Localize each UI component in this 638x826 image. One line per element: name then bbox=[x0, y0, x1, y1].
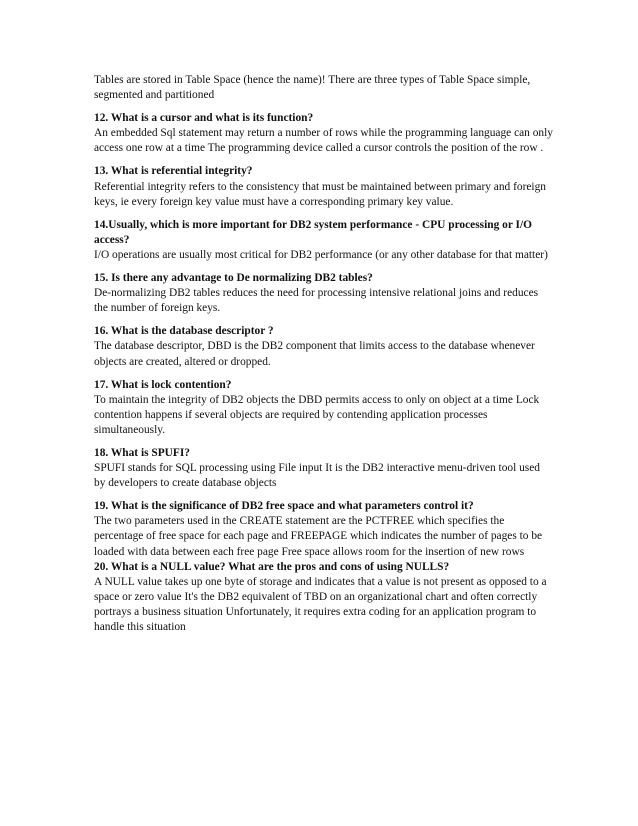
answer-text: The database descriptor, DBD is the DB2 component that limits access to the database whenever objects are created, altered or dropped. bbox=[94, 340, 535, 368]
question-heading: 14.Usually, which is more important for DB2 system performance - CPU processing or I/O access? bbox=[94, 218, 532, 246]
question-heading: 20. What is a NULL value? What are the pros and cons of using NULLS? bbox=[94, 560, 450, 573]
qa-item-20 bbox=[94, 560, 554, 635]
answer-text: A NULL value takes up one byte of storage and indicates that a value is not present as opposed to a space or zero value It's the DB2 equivalent of TBD on an organizational chart and often correctly portrays a business situation Unfortunately, it requires extra coding for an application program to handle this situation bbox=[94, 575, 547, 633]
document-page bbox=[94, 73, 554, 635]
question-heading: 18. What is SPUFI? bbox=[94, 446, 190, 459]
answer-text: An embedded Sql statement may return a number of rows while the programming language can only access one row at a time The programming device called a cursor controls the position of the row . bbox=[94, 127, 553, 155]
spacer bbox=[94, 370, 554, 378]
question-heading: 13. What is referential integrity? bbox=[94, 165, 253, 178]
qa-item-19 bbox=[94, 499, 554, 559]
qa-item-13 bbox=[94, 164, 554, 209]
qa-item-16 bbox=[94, 324, 554, 369]
question-heading: 15. Is there any advantage to De normalizing DB2 tables? bbox=[94, 272, 373, 285]
qa-item-18 bbox=[94, 446, 554, 491]
spacer bbox=[94, 156, 554, 164]
qa-item-15 bbox=[94, 271, 554, 316]
qa-item-14 bbox=[94, 218, 554, 263]
qa-item-17 bbox=[94, 378, 554, 438]
question-heading: 17. What is lock contention? bbox=[94, 378, 232, 391]
question-heading: 12. What is a cursor and what is its function? bbox=[94, 112, 314, 125]
spacer bbox=[94, 491, 554, 499]
qa-item-12 bbox=[94, 111, 554, 156]
question-heading: 19. What is the significance of DB2 free space and what parameters control it? bbox=[94, 500, 474, 513]
answer-text: The two parameters used in the CREATE statement are the PCTFREE which specifies the percentage of free space for each page and FREEPAGE which indicates the number of pages to be loaded with data between each free page Free space allows room for the insertion of new rows bbox=[94, 515, 543, 558]
question-heading: 16. What is the database descriptor ? bbox=[94, 325, 274, 338]
spacer bbox=[94, 438, 554, 446]
answer-text: Referential integrity refers to the consistency that must be maintained between primary and foreign keys, ie every foreign key value must have a corresponding primary key value. bbox=[94, 180, 546, 208]
spacer bbox=[94, 316, 554, 324]
answer-text: SPUFI stands for SQL processing using File input It is the DB2 interactive menu-driven tool used by developers to create database objects bbox=[94, 462, 540, 490]
spacer bbox=[94, 103, 554, 111]
answer-text: To maintain the integrity of DB2 objects the DBD permits access to only on object at a time Lock contention happens if several objects are required by contending application processes simultaneously. bbox=[94, 393, 540, 436]
answer-text: I/O operations are usually most critical for DB2 performance (or any other database for that matter) bbox=[94, 248, 548, 261]
spacer bbox=[94, 263, 554, 271]
intro-paragraph: Tables are stored in Table Space (hence the name)! There are three types of Table Space simple, segmented and partitioned bbox=[94, 74, 531, 102]
spacer bbox=[94, 210, 554, 218]
answer-text: De-normalizing DB2 tables reduces the need for processing intensive relational joins and reduces the number of foreign keys. bbox=[94, 287, 539, 315]
